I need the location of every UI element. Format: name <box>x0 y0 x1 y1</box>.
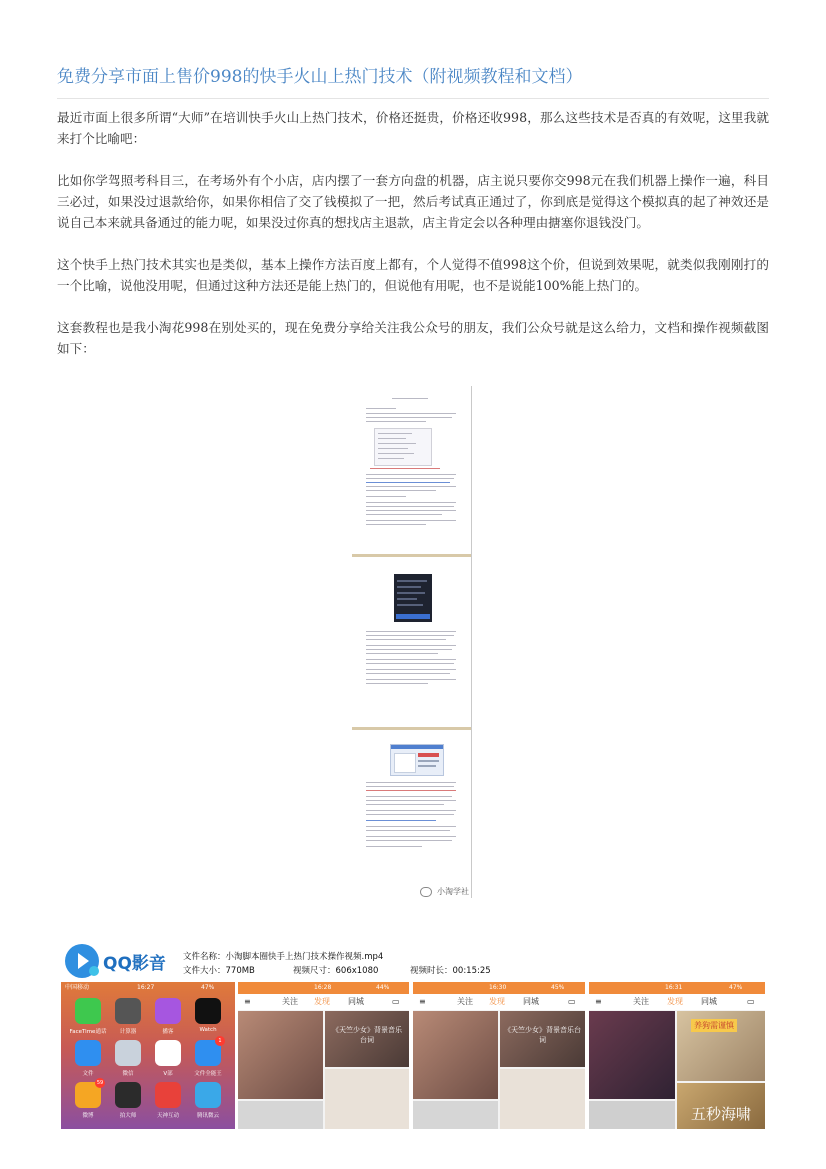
paragraph-technique: 这个快手上热门技术其实也是类似，基本上操作方法百度上都有，个人觉得不值998这个价，但说到效果呢，就类似我刚刚打的一个比喻，说他没用呢，但通过这种方法还是能上热门的，但说他有用呢，也不是说能100%能上热门的。 <box>57 257 769 293</box>
tab-nearby[interactable]: 同城 <box>348 997 364 1006</box>
app-label-recorder: 拍大师 <box>119 1113 137 1119</box>
video-caption: 《天竺少女》背景音乐台词 <box>332 1026 402 1044</box>
video-editor-screenshot <box>394 574 432 622</box>
status-time: 16:28 <box>314 984 332 991</box>
status-battery: 44% <box>376 984 390 991</box>
video-tile[interactable] <box>325 1069 409 1129</box>
status-bar <box>61 982 235 994</box>
video-tile[interactable] <box>413 1101 498 1129</box>
phone-home-screen <box>61 982 235 1129</box>
app-label-game: 天神互动 <box>156 1113 179 1119</box>
status-battery: 47% <box>729 984 743 991</box>
paragraph-tutorial: 这套教程也是我小淘花998在别处买的，现在免费分享给关注我公众号的朋友，我们公众号就是这么给力，文档和操作视频截图如下： <box>57 320 769 356</box>
video-tag: 养狗需谨慎 <box>691 1019 737 1032</box>
doc-page-1 <box>352 386 471 554</box>
menu-icon[interactable]: ≡ <box>595 997 602 1006</box>
camera-icon[interactable]: ▭ <box>568 997 576 1006</box>
tab-nearby[interactable]: 同城 <box>701 997 717 1006</box>
phone-feed-2 <box>413 982 585 1129</box>
feed-nav <box>238 994 409 1010</box>
watermark-text: 小淘学社 <box>437 887 469 896</box>
app-label-podcast: 播客 <box>162 1029 174 1035</box>
phone-screenshots <box>61 982 765 1129</box>
video-tile[interactable] <box>325 1011 409 1067</box>
status-bar <box>413 982 585 994</box>
phone-feed-1 <box>238 982 409 1129</box>
tab-nearby[interactable]: 同城 <box>523 997 539 1006</box>
video-tile[interactable] <box>238 1011 323 1099</box>
video-tile[interactable] <box>500 1011 585 1067</box>
video-tile[interactable] <box>677 1083 765 1129</box>
video-tile[interactable] <box>413 1011 498 1099</box>
feed-nav <box>589 994 765 1010</box>
app-window-screenshot <box>390 744 444 776</box>
video-duration: 视频时长：00:15:25 <box>410 966 491 976</box>
status-time: 16:27 <box>137 984 155 991</box>
doc-page-2 <box>352 557 471 727</box>
camera-icon[interactable]: ▭ <box>747 997 755 1006</box>
article-title: 免费分享市面上售价998的快手火山上热门技术（附视频教程和文档） <box>57 67 583 87</box>
calculator-icon[interactable] <box>115 998 141 1024</box>
video-tile[interactable] <box>238 1101 323 1129</box>
tab-discover[interactable]: 发现 <box>667 997 683 1006</box>
qq-player-logo-icon <box>65 944 99 978</box>
tab-follow[interactable]: 关注 <box>282 997 298 1006</box>
paragraph-analogy: 比如你学驾照考科目三，在考场外有个小店，店内摆了一套方向盘的机器，店主说只要你交998元在我们机器上操作一遍，科目三必过，如果没过退款给你，如果你相信了交了钱模拟了一把，然后考试真正通过了，你到底是觉得这个模拟真的起了神效还是说自己本来就具备通过的能力呢，如果没过你真的想找店主退款，店主肯定会以各种理由搪塞你退钱没门。 <box>57 173 769 230</box>
app-label-files: 文件 <box>82 1071 94 1077</box>
watch-icon[interactable] <box>195 998 221 1024</box>
video-title-caption: 五秒海啸 <box>691 1105 752 1123</box>
status-carrier: 中国移动 <box>65 984 90 991</box>
app-label-weibo: 微博 <box>82 1113 94 1119</box>
status-battery: 45% <box>551 984 565 991</box>
video-dimensions: 视频尺寸：606x1080 <box>293 966 379 976</box>
podcast-icon[interactable] <box>155 998 181 1024</box>
app-label-watch: Watch <box>199 1027 217 1033</box>
app-label-v: V部 <box>163 1071 173 1077</box>
v-app-icon[interactable] <box>155 1040 181 1066</box>
app-label-calculator: 计算器 <box>119 1029 137 1035</box>
wechat-app-icon[interactable] <box>115 1040 141 1066</box>
video-caption: 《天竺少女》背景音乐台词 <box>504 1026 581 1044</box>
files-icon[interactable] <box>75 1040 101 1066</box>
app-label-weiyun: 腾讯微云 <box>196 1113 219 1119</box>
app-label-wechat: 微信 <box>122 1071 134 1077</box>
video-info-banner <box>61 940 765 982</box>
app-label-facetime: FaceTime通话 <box>69 1029 107 1035</box>
video-tile[interactable] <box>589 1011 675 1099</box>
qq-player-brand: QQ影音 <box>103 954 166 974</box>
video-file-name: 文件名称：小淘脚本圈快手上热门技术操作视频.mp4 <box>183 952 384 962</box>
status-time: 16:30 <box>489 984 507 991</box>
paragraph-intro: 最近市面上很多所谓“大师”在培训快手火山上热门技术，价格还挺贵，价格还收998，那么这些技术是否真的有效呢，这里我就来打个比喻吧： <box>57 110 769 146</box>
wechat-icon <box>420 887 432 897</box>
facetime-icon[interactable] <box>75 998 101 1024</box>
badge-weibo: 59 <box>96 1080 104 1086</box>
tab-discover[interactable]: 发现 <box>489 997 505 1006</box>
badge-files: 1 <box>215 1036 225 1046</box>
phone-feed-3 <box>589 982 765 1129</box>
tab-follow[interactable]: 关注 <box>633 997 649 1006</box>
status-time: 16:31 <box>665 984 683 991</box>
recorder-icon[interactable] <box>115 1082 141 1108</box>
game-icon[interactable] <box>155 1082 181 1108</box>
document-preview-image <box>352 386 472 898</box>
camera-icon[interactable]: ▭ <box>392 997 400 1006</box>
tab-follow[interactable]: 关注 <box>457 997 473 1006</box>
status-battery: 47% <box>201 984 215 991</box>
video-tile[interactable] <box>500 1069 585 1129</box>
watermark <box>420 886 469 898</box>
video-file-size: 文件大小：770MB <box>183 966 255 976</box>
app-label-file-manager: 文件全能王 <box>194 1071 222 1077</box>
weiyun-icon[interactable] <box>195 1082 221 1108</box>
menu-icon[interactable]: ≡ <box>419 997 426 1006</box>
doc-page-3 <box>352 730 471 898</box>
menu-icon[interactable]: ≡ <box>244 997 251 1006</box>
video-tile[interactable] <box>589 1101 675 1129</box>
video-tile[interactable] <box>677 1011 765 1081</box>
feed-nav <box>413 994 585 1010</box>
status-bar <box>238 982 409 994</box>
status-bar <box>589 982 765 994</box>
tab-discover[interactable]: 发现 <box>314 997 330 1006</box>
title-divider <box>57 98 769 99</box>
